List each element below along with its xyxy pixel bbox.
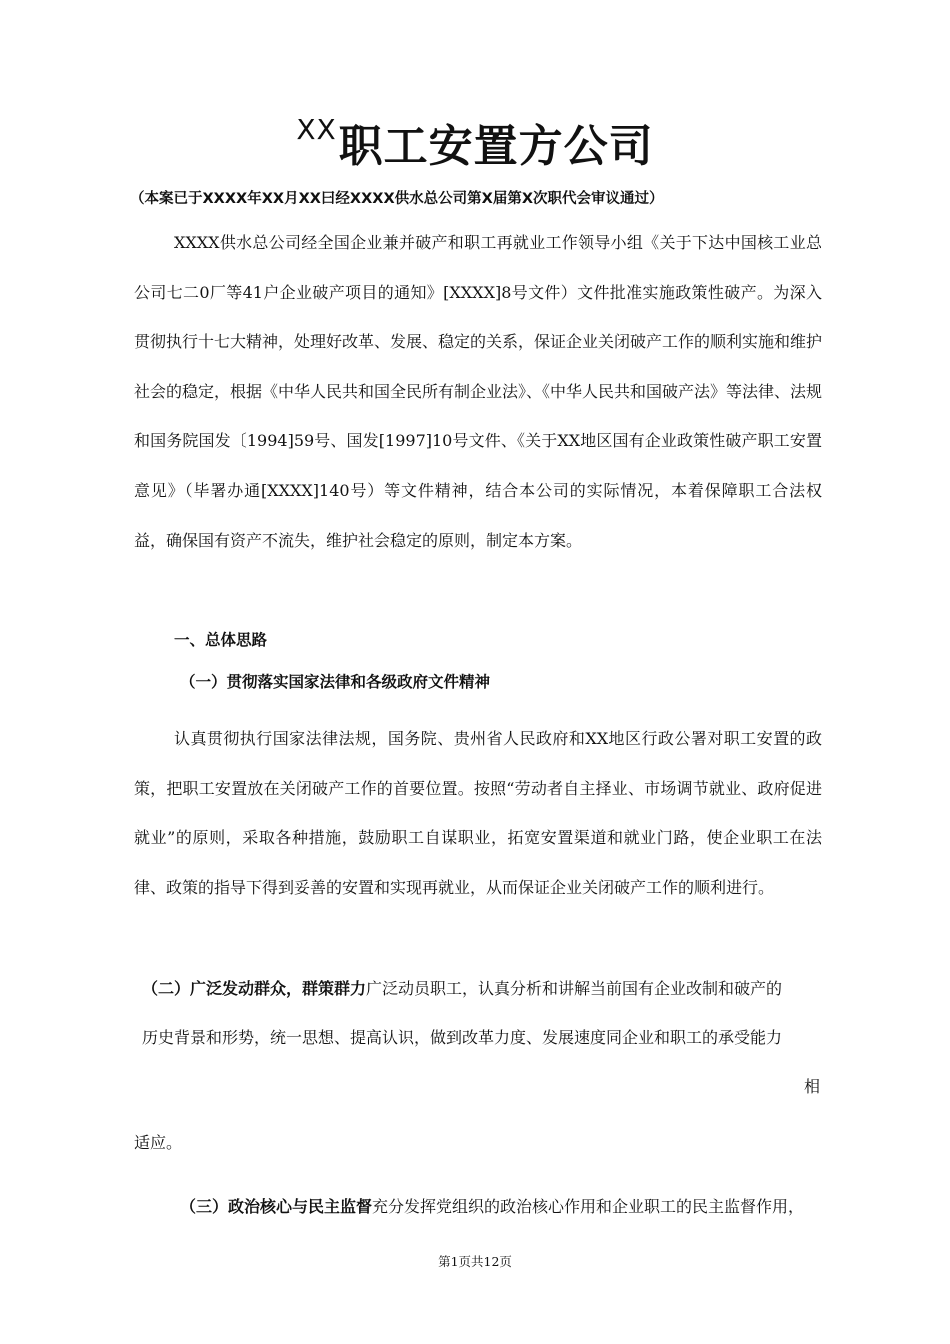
subsection-heading-1: （一）贯彻落实国家法律和各级政府文件精神 xyxy=(180,673,491,691)
title-main: 职工安置方公司 xyxy=(338,121,654,172)
title-prefix: XX xyxy=(296,113,337,146)
document-title xyxy=(0,100,950,177)
subsection-3-line xyxy=(180,1193,804,1221)
section-heading-overall: 一、总体思路 xyxy=(174,631,268,649)
subsection-3-text-1: 充分发挥党组织的政治核心作用和企业职工的民主监督作用， xyxy=(372,1197,805,1216)
subsection-heading-3: （三）政治核心与民主监督 xyxy=(180,1197,373,1216)
subsection-2-text-3: 相 xyxy=(804,1077,821,1096)
subsection-heading-2: （二）广泛发动群众，群策群力 xyxy=(142,979,367,998)
approval-note: （本案已于XXXX年XX月XX曰经XXXX供水总公司第X届第X次职代会审议通过） xyxy=(130,191,664,207)
subsection-2-line xyxy=(142,975,782,1003)
subsection-1-paragraph: 认真贯彻执行国家法律法规，国务院、贵州省人民政府和XX地区行政公署对职工安置的政策，把职工安置放在关闭破产工作的首要位置。按照“劳动者自主择业、市场调节就业、政府促进就业”的原则，采取各种措施，鼓励职工自谋职业，拓宽安置渠道和就业门路，使企业职工在法律、政策的指导下得到妥善的安置和实现再就业，从而保证企业关闭破产工作的顺利进行。 xyxy=(134,729,822,897)
subsection-2-text-1: 广泛动员职工，认真分析和讲解当前国有企业改制和破产的 xyxy=(366,979,783,998)
subsection-2-text-4: 适应。 xyxy=(134,1133,183,1152)
page-footer: 第1页共12页 xyxy=(438,1254,512,1269)
intro-paragraph: XXXX供水总公司经全国企业兼并破产和职工再就业工作领导小组《关于下达中国核工业总公司七二0厂等41户企业破产项目的通知》[XXXX]8号文件）文件批准实施政策性破产。为深入贯彻执行十七大精神，处理好改革、发展、稳定的关系，保证企业关闭破产工作的顺利实施和维护社会的稳定，根据《中华人民共和国全民所有制企业法》、《中华人民共和国破产法》等法律、法规和国务院国发〔1994]59号、国发[1997]10号文件、《关于XX地区国有企业政策性破产职工安置意见》（毕署办通[XXXX]140号）等文件精神，结合本公司的实际情况，本着保障职工合法权益，确保国有资产不流失，维护社会稳定的原则，制定本方案。 xyxy=(134,233,823,550)
subsection-2-text-2: 历史背景和形势，统一思想、提高认识，做到改革力度、发展速度同企业和职工的承受能力 xyxy=(142,1028,783,1047)
